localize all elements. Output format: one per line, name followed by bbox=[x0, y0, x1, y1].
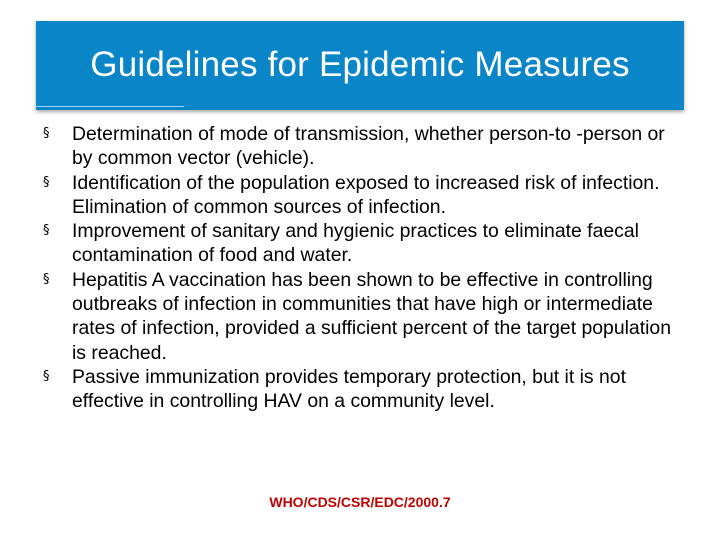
slide-title: Guidelines for Epidemic Measures bbox=[90, 45, 630, 84]
square-bullet-icon: § bbox=[43, 368, 50, 384]
source-citation: WHO/CDS/CSR/EDC/2000.7 bbox=[269, 494, 451, 510]
bullet-text: Determination of mode of transmission, whether person-to -person or by common vector (vehicle). bbox=[72, 123, 665, 170]
bullet-list bbox=[40, 122, 690, 414]
title-banner bbox=[36, 21, 684, 110]
bullet-item-2 bbox=[40, 171, 690, 220]
bullet-item-1 bbox=[40, 122, 690, 171]
bullet-text: Improvement of sanitary and hygienic practices to eliminate faecal contamination of food and water. bbox=[72, 220, 639, 267]
bullet-item-4 bbox=[40, 268, 690, 365]
bullet-text: Identification of the population exposed to increased risk of infection. Elimination of common sources of infection. bbox=[72, 171, 660, 218]
bullet-text: Hepatitis A vaccination has been shown to be effective in controlling outbreaks of infection in communities that have high or intermediate rates of infection, provided a sufficient percent of the target population is reached. bbox=[72, 268, 671, 364]
square-bullet-icon: § bbox=[43, 271, 50, 287]
square-bullet-icon: § bbox=[43, 223, 50, 239]
bullet-item-3 bbox=[40, 219, 690, 268]
bullet-text: Passive immunization provides temporary protection, but it is not effective in controlling HAV on a community level. bbox=[72, 365, 626, 413]
bullet-item-5 bbox=[40, 365, 690, 414]
square-bullet-icon: § bbox=[43, 174, 50, 190]
square-bullet-icon: § bbox=[43, 126, 50, 141]
title-underline bbox=[36, 106, 184, 107]
